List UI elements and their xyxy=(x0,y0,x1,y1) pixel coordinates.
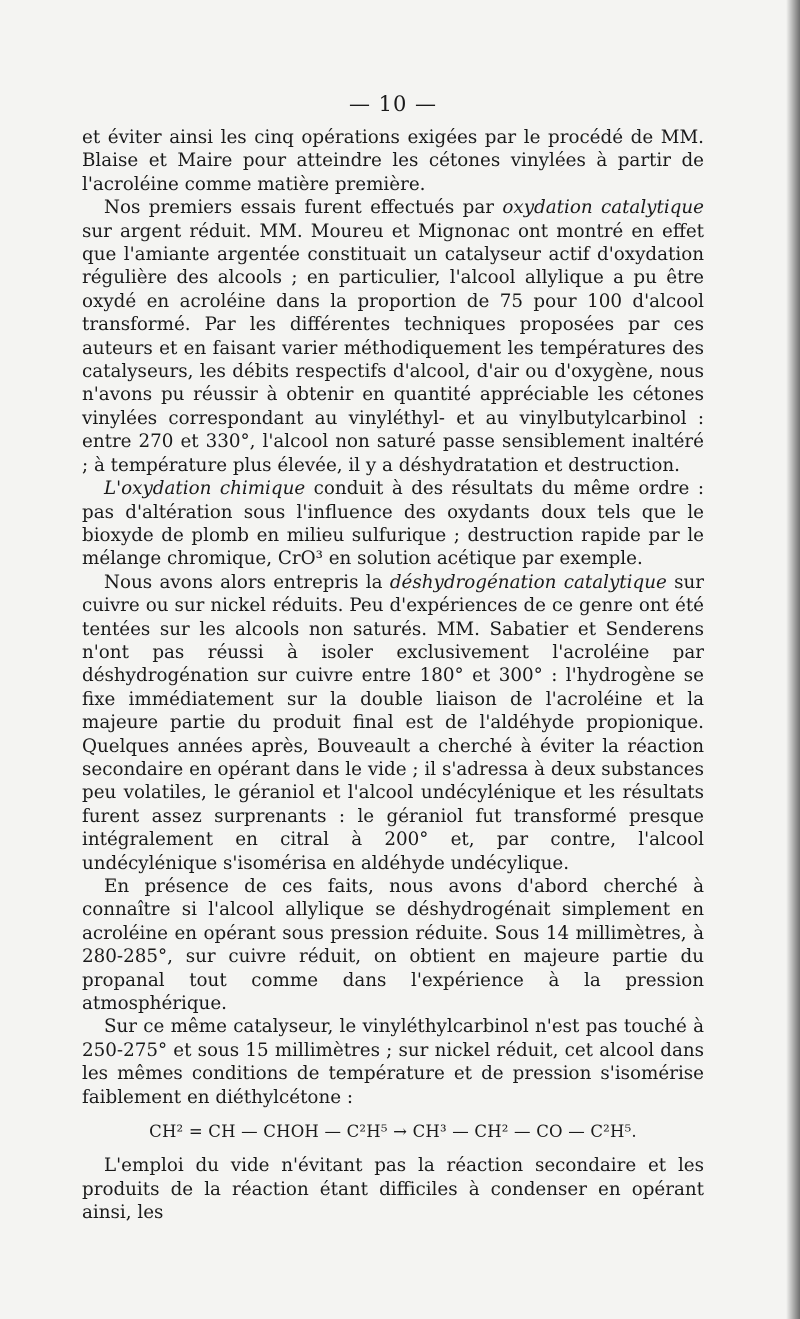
paragraph-4-text-a: Nous avons alors entrepris la xyxy=(104,571,390,593)
paragraph-2 xyxy=(82,196,704,477)
paragraph-7: L'emploi du vide n'évitant pas la réaction secondaire et les produits de la réaction étant difficiles à condenser en opérant ainsi, les xyxy=(82,1155,704,1224)
paragraph-5: En présence de ces faits, nous avons d'abord cherché à connaître si l'alcool allylique se déshydrogénait simplement en acroléine en opérant sous pression réduite. Sous 14 millimètres, à 280-285°, sur cuivre réduit, on obtient en majeure partie du propanal tout comme dans l'expérience à la pression atmosphérique. xyxy=(82,876,704,1015)
paragraph-2-text-a: Nos premiers essais furent effectués par xyxy=(104,197,503,219)
page-edge-shadow xyxy=(786,0,800,1319)
paragraph-4-emphasis: déshydrogénation catalytique xyxy=(389,571,667,593)
chemical-equation: CH² = CH — CHOH — C²H⁵ → CH³ — CH² — CO — C²H⁵. xyxy=(149,1122,637,1142)
paragraph-3-text-b: conduit à des résultats du même ordre : pas d'altération sous l'influence des oxydants doux tels que le bioxyde de plomb en milieu sulfurique ; destruction rapide par le mélange chromique, CrO³ en solution acétique par exemple. xyxy=(82,478,704,570)
paragraph-3 xyxy=(82,477,704,571)
paragraph-4 xyxy=(82,571,704,875)
page-number: — 10 — xyxy=(348,92,438,116)
paragraph-4-text-b: sur cuivre ou sur nickel réduits. Peu d'expériences de ce genre ont été tentées sur les alcools non saturés. MM. Sabatier et Senderens n'ont pas réussi à isoler exclusivement l'acroléine par déshydrogénation sur cuivre entre 180° et 300° : l'hydrogène se fixe immédiatement sur la double liaison de l'acroléine et la majeure partie du produit final est de l'aldéhyde propionique. Quelques années après, Bouveault a cherché à éviter la réaction secondaire en opérant dans le vide ; il s'adressa à deux substances peu volatiles, le géraniol et l'alcool undécylénique et les résultats furent assez surprenants : le géraniol fut transformé presque intégralement en citral à 200° et, par contre, l'alcool undécylénique s'isomérisa en aldéhyde undécylique. xyxy=(82,571,704,874)
paragraph-2-text-b: sur argent réduit. MM. Moureu et Mignonac ont montré en effet que l'amiante argentée constituait un catalyseur actif d'oxydation régulière des alcools ; en particulier, l'alcool allylique a pu être oxydé en acroléine dans la proportion de 75 pour 100 d'alcool transformé. Par les différentes techniques proposées par ces auteurs et en faisant varier méthodiquement les températures des catalyseurs, les débits respectifs d'alcool, d'air ou d'oxygène, nous n'avons pu réussir à obtenir en quantité appréciable les cétones vinylées correspondant au vinyléthyl- et au vinylbutylcarbinol : entre 270 et 330°, l'alcool non saturé passe sensiblement inaltéré ; à température plus élevée, il y a déshydratation et destruction. xyxy=(82,220,704,476)
paragraph-1: et éviter ainsi les cinq opérations exigées par le procédé de MM. Blaise et Maire pour atteindre les cétones vinylées à partir de l'acroléine comme matière première. xyxy=(82,127,704,195)
paragraph-2-emphasis: oxydation catalytique xyxy=(502,197,704,219)
paragraph-3-emphasis: L'oxydation chimique xyxy=(104,478,306,500)
document-page xyxy=(82,92,704,1292)
paragraph-6: Sur ce même catalyseur, le vinyléthylcarbinol n'est pas touché à 250-275° et sous 15 millimètres ; sur nickel réduit, cet alcool dans les mêmes conditions de température et de pression s'isomérise faiblement en diéthylcétone : xyxy=(82,1016,704,1108)
